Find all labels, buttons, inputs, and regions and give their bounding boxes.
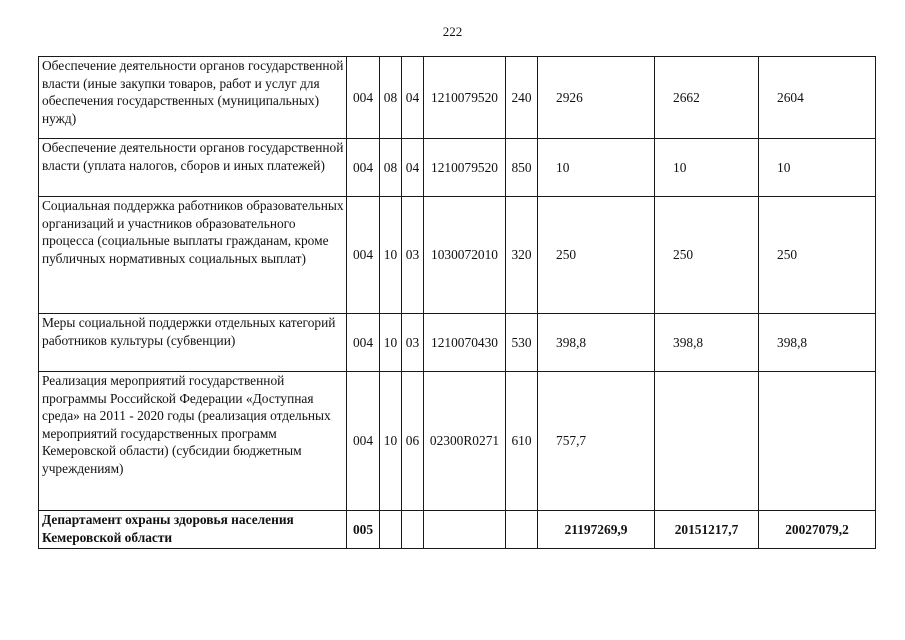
ministry-code: 005 xyxy=(347,511,380,549)
amount-year-2: 398,8 xyxy=(655,314,759,372)
amount-year-3: 20027079,2 xyxy=(759,511,876,549)
section-code: 10 xyxy=(380,314,402,372)
amount-year-1: 21197269,9 xyxy=(538,511,655,549)
section-code: 08 xyxy=(380,139,402,197)
subsection-code: 04 xyxy=(402,139,424,197)
ministry-code: 004 xyxy=(347,197,380,314)
amount-year-1: 2926 xyxy=(538,57,655,139)
amount-year-3: 398,8 xyxy=(759,314,876,372)
amount-year-2: 20151217,7 xyxy=(655,511,759,549)
ministry-code: 004 xyxy=(347,314,380,372)
page-number: 222 xyxy=(442,24,463,39)
amount-year-1: 398,8 xyxy=(538,314,655,372)
budget-table xyxy=(38,56,876,549)
row-description: Обеспечение деятельности органов государственной власти (уплата налогов, сборов и иных платежей) xyxy=(39,139,347,197)
ministry-code: 004 xyxy=(347,139,380,197)
row-description: Реализация мероприятий государственной программы Российской Федерации «Доступная среда» на 2011 - 2020 годы (реализация отдельных мероприятий государственных программ Кемеровской области) (субсидии бюджетным учреждениям) xyxy=(39,372,347,511)
amount-year-2: 250 xyxy=(655,197,759,314)
table-row xyxy=(39,314,876,372)
amount-year-3 xyxy=(759,372,876,511)
target-code: 1210070430 xyxy=(424,314,506,372)
expense-type-code: 610 xyxy=(506,372,538,511)
target-code: 1210079520 xyxy=(424,139,506,197)
expense-type-code: 850 xyxy=(506,139,538,197)
amount-year-3: 10 xyxy=(759,139,876,197)
amount-year-2: 2662 xyxy=(655,57,759,139)
target-code: 1030072010 xyxy=(424,197,506,314)
section-code: 10 xyxy=(380,197,402,314)
amount-year-3: 250 xyxy=(759,197,876,314)
target-code: 02300R0271 xyxy=(424,372,506,511)
table-row xyxy=(39,197,876,314)
amount-year-2: 10 xyxy=(655,139,759,197)
subsection-code: 04 xyxy=(402,57,424,139)
amount-year-1: 250 xyxy=(538,197,655,314)
row-description: Социальная поддержка работников образовательных организаций и участников образовательного процесса (социальные выплаты гражданам, кроме публичных нормативных социальных выплат) xyxy=(39,197,347,314)
section-code: 08 xyxy=(380,57,402,139)
ministry-code: 004 xyxy=(347,372,380,511)
row-description: Меры социальной поддержки отдельных категорий работников культуры (субвенции) xyxy=(39,314,347,372)
target-code xyxy=(424,511,506,549)
subsection-code: 03 xyxy=(402,197,424,314)
table-row-department-total xyxy=(39,511,876,549)
row-description: Обеспечение деятельности органов государственной власти (иные закупки товаров, работ и услуг для обеспечения государственных (муниципальных) нужд) xyxy=(39,57,347,139)
amount-year-1: 757,7 xyxy=(538,372,655,511)
table-row xyxy=(39,57,876,139)
ministry-code: 004 xyxy=(347,57,380,139)
amount-year-3: 2604 xyxy=(759,57,876,139)
section-code: 10 xyxy=(380,372,402,511)
table-row xyxy=(39,139,876,197)
row-description: Департамент охраны здоровья населения Кемеровской области xyxy=(39,511,347,549)
target-code: 1210079520 xyxy=(424,57,506,139)
subsection-code: 06 xyxy=(402,372,424,511)
subsection-code: 03 xyxy=(402,314,424,372)
amount-year-1: 10 xyxy=(538,139,655,197)
amount-year-2 xyxy=(655,372,759,511)
expense-type-code: 320 xyxy=(506,197,538,314)
expense-type-code xyxy=(506,511,538,549)
table-row xyxy=(39,372,876,511)
expense-type-code: 240 xyxy=(506,57,538,139)
section-code xyxy=(380,511,402,549)
expense-type-code: 530 xyxy=(506,314,538,372)
subsection-code xyxy=(402,511,424,549)
